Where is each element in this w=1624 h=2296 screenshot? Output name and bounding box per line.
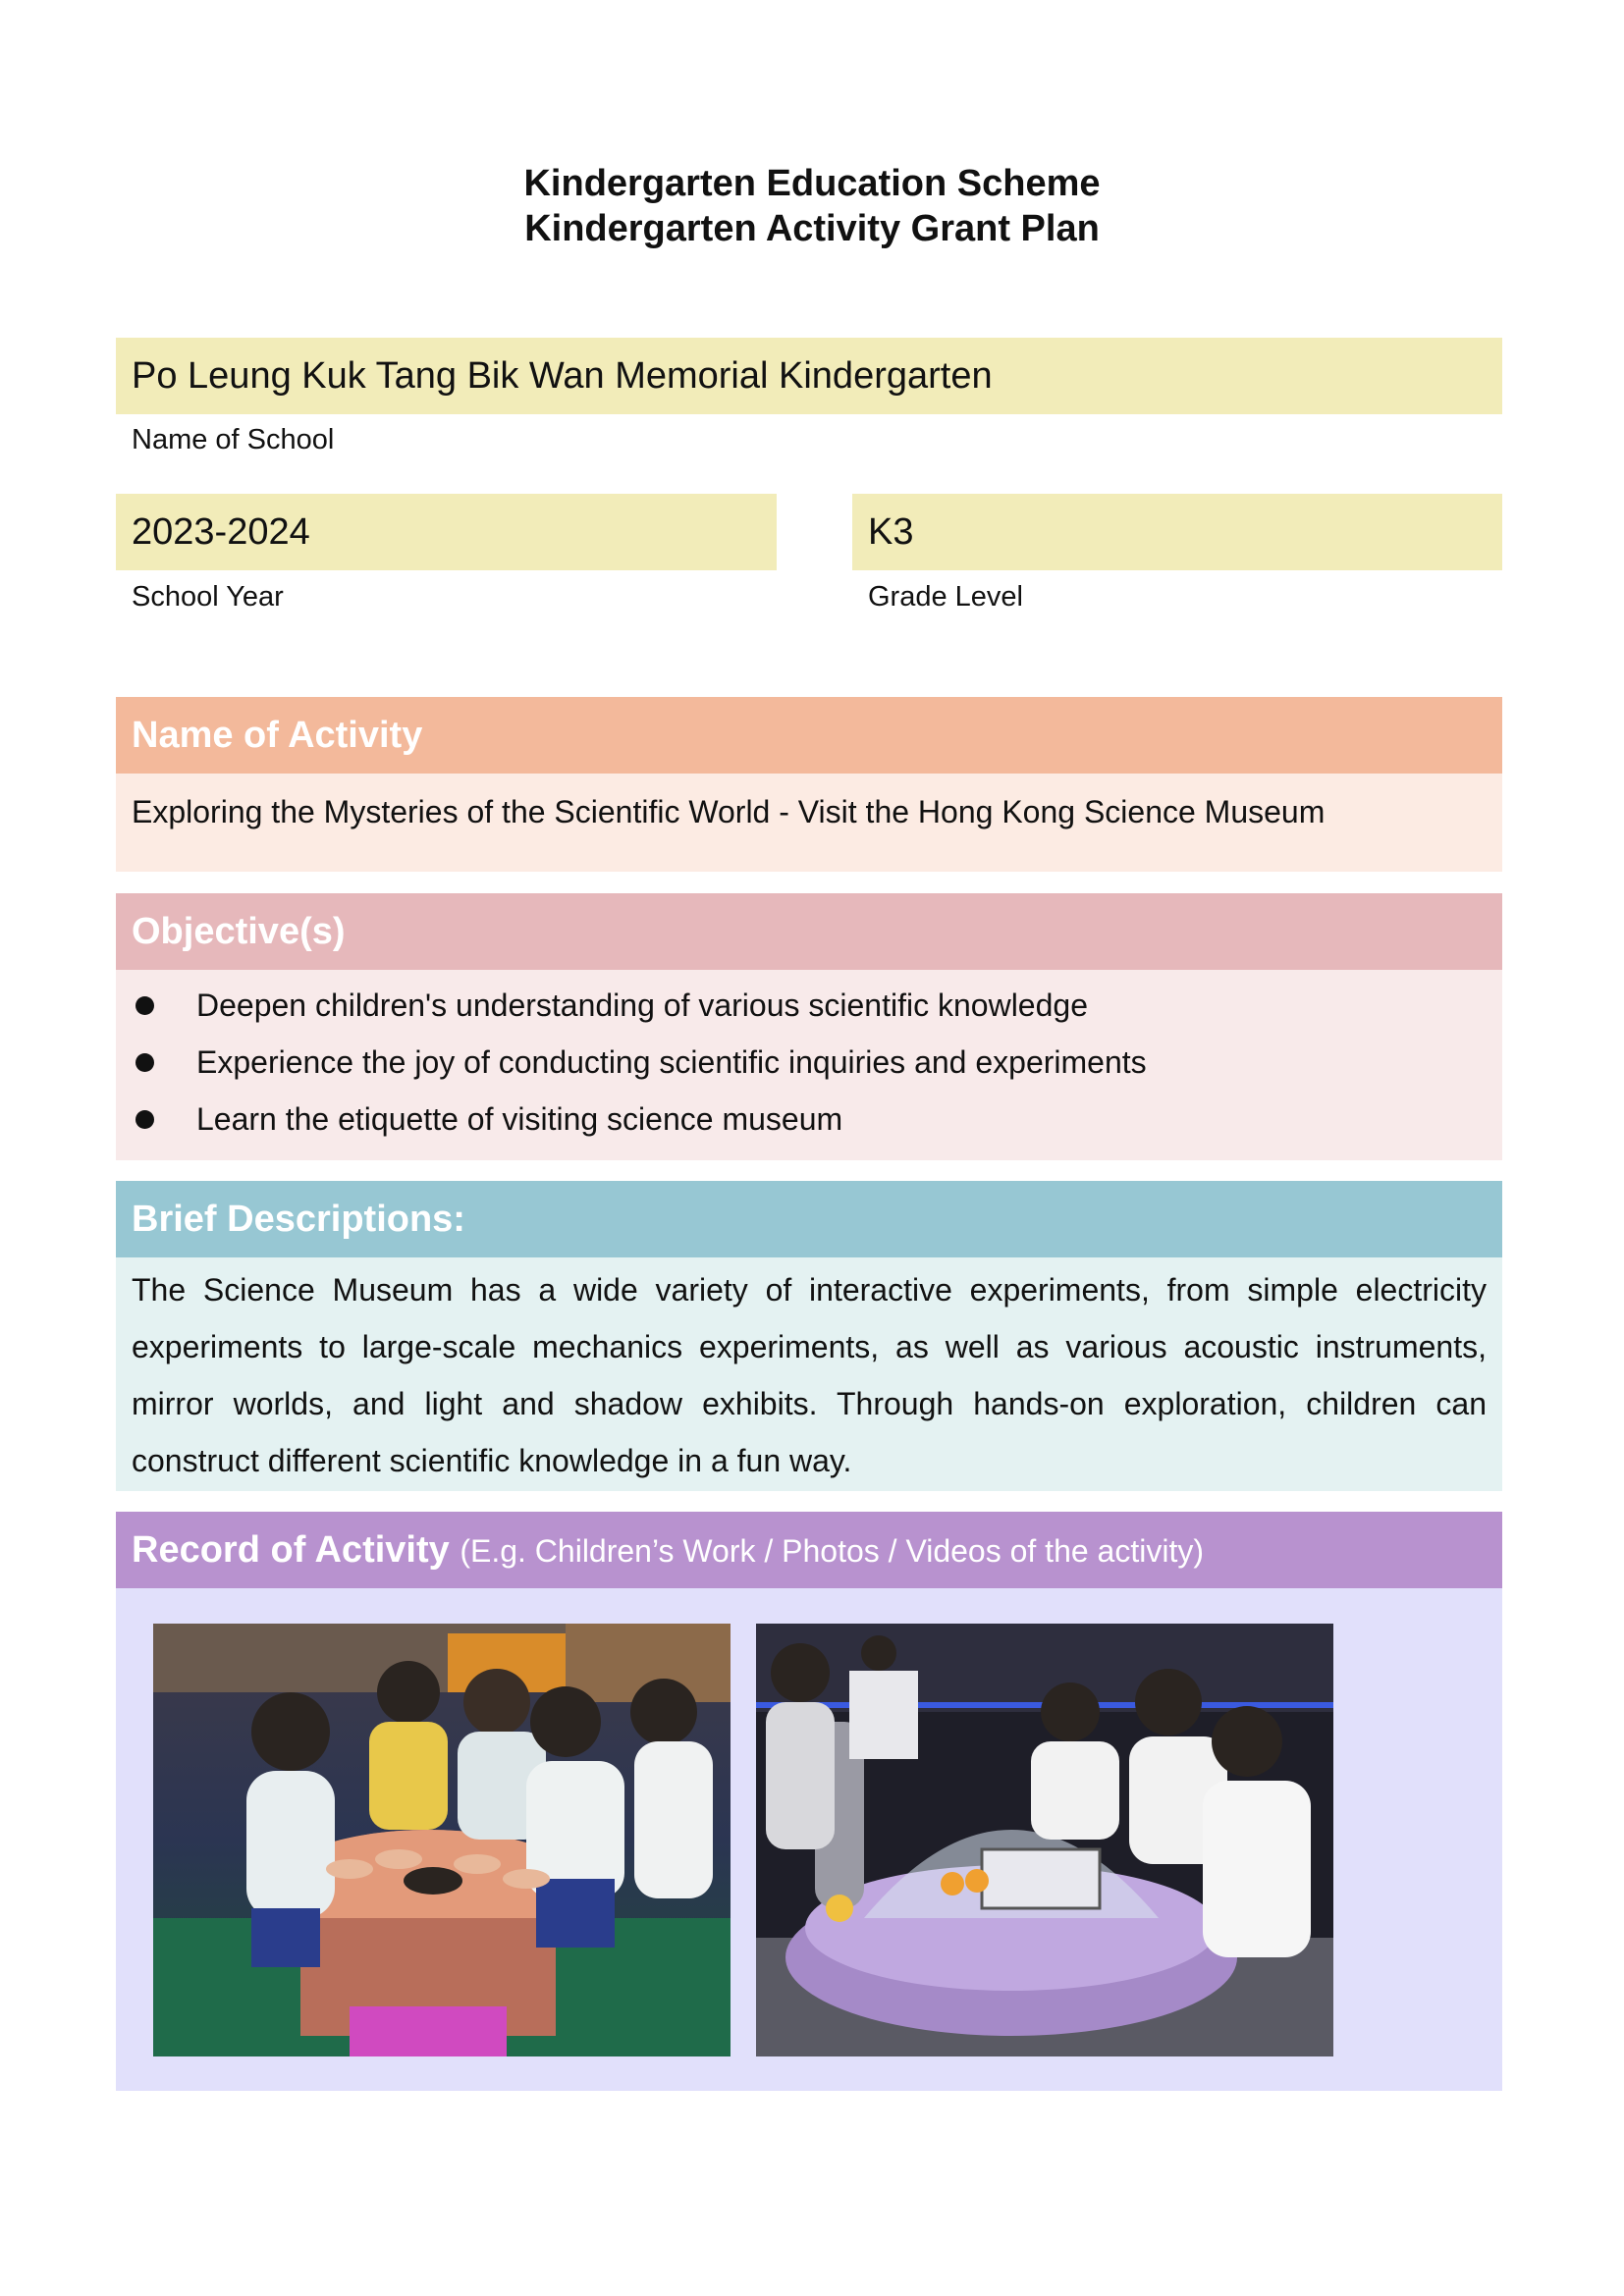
list-item: Deepen children's understanding of various scientific knowledge bbox=[116, 977, 1502, 1034]
activity-name: Exploring the Mysteries of the Scientific World - Visit the Hong Kong Science Museum bbox=[132, 794, 1326, 829]
bullet-icon bbox=[135, 996, 154, 1015]
grade-level-field: K3 bbox=[852, 494, 1502, 570]
activity-photo-1 bbox=[153, 1624, 731, 2056]
school-year-label: School Year bbox=[132, 581, 284, 613]
activity-heading: Name of Activity bbox=[116, 697, 1502, 774]
list-item: Experience the joy of conducting scientific inquiries and experiments bbox=[116, 1034, 1502, 1091]
description-section bbox=[116, 1257, 1502, 1491]
record-heading-subtitle: (E.g. Children’s Work / Photos / Videos of the activity) bbox=[460, 1533, 1204, 1569]
objectives-list bbox=[116, 970, 1502, 1148]
document-subtitle: Kindergarten Activity Grant Plan bbox=[524, 208, 1100, 249]
school-name-label: Name of School bbox=[132, 424, 335, 455]
activity-photo-2 bbox=[756, 1624, 1333, 2056]
bullet-icon bbox=[135, 1053, 154, 1072]
school-year-field: 2023-2024 bbox=[116, 494, 777, 570]
record-heading-title: Record of Activity bbox=[132, 1529, 450, 1571]
description-heading: Brief Descriptions: bbox=[116, 1181, 1502, 1257]
activity-section bbox=[116, 774, 1502, 872]
objectives-section bbox=[116, 970, 1502, 1160]
photo-round-table-image bbox=[153, 1624, 731, 2056]
objectives-heading: Objective(s) bbox=[116, 893, 1502, 970]
document-title: Kindergarten Education Scheme bbox=[523, 163, 1101, 204]
school-name-field: Po Leung Kuk Tang Bik Wan Memorial Kindergarten bbox=[116, 338, 1502, 414]
list-item: Learn the etiquette of visiting science museum bbox=[116, 1091, 1502, 1148]
record-heading bbox=[116, 1512, 1502, 1588]
bullet-icon bbox=[135, 1110, 154, 1129]
grade-level-label: Grade Level bbox=[868, 581, 1023, 613]
description-text: The Science Museum has a wide variety of interactive experiments, from simple electricity experiments to large-scale mechanics experiments, as well as various acoustic instruments, mirror worlds, and light and shadow exhibits. Through hands-on exploration, children can construct different scientific knowledge in a fun way. bbox=[132, 1272, 1487, 1478]
photo-dome-exhibit-image bbox=[756, 1624, 1333, 2056]
